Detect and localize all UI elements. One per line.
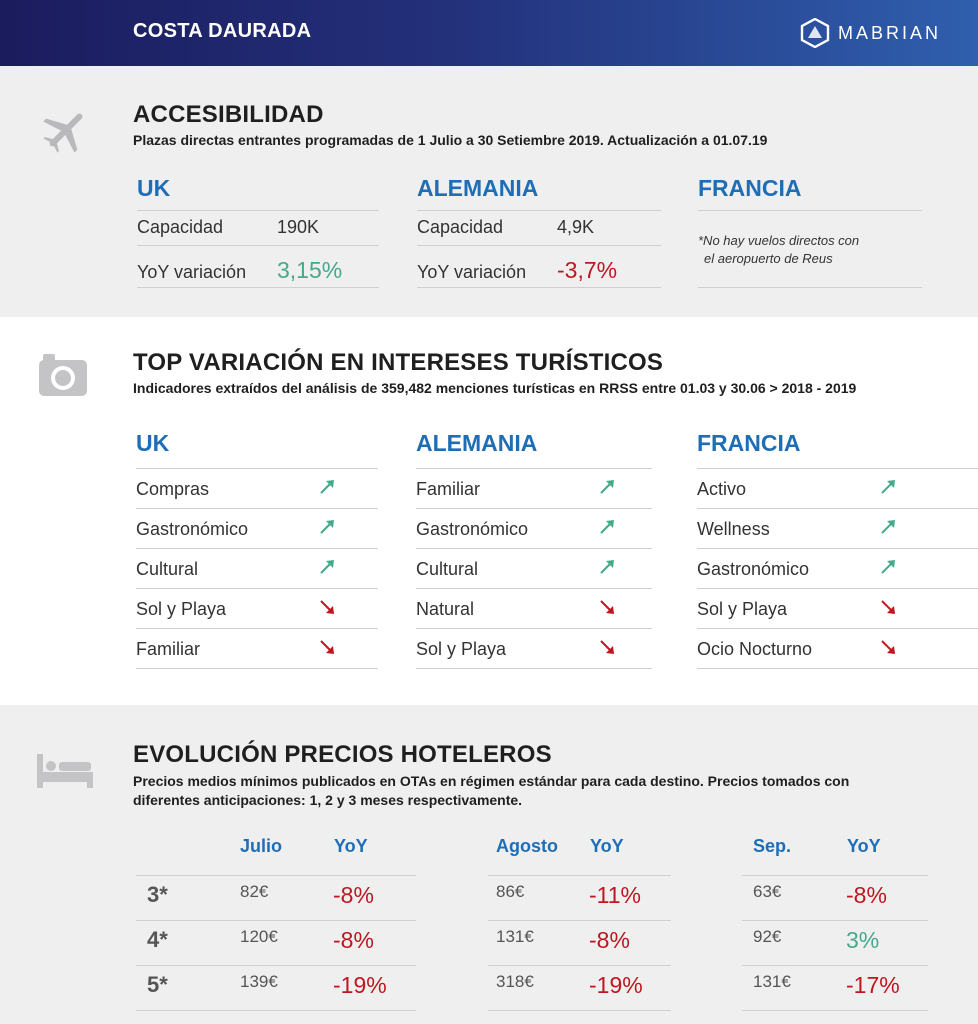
- int-0-item-label: Gastronómico: [136, 519, 249, 539]
- month-2-yoy-heading: YoY: [847, 836, 881, 856]
- acc-uk-capacity-value: 190K: [277, 217, 320, 237]
- divider: [488, 920, 671, 921]
- acc-uk-heading: UK: [137, 175, 171, 201]
- month-1-price: 86€: [496, 882, 525, 901]
- acc-francia-note-line1: *No hay vuelos directos con: [698, 233, 860, 248]
- intereses-subtitle: Indicadores extraídos del análisis de 359,482 menciones turísticas en RRSS entre 01.03 y 30.06 > 2018 - 2019: [133, 380, 857, 396]
- month-0-price: 82€: [240, 882, 269, 901]
- int-0-item-label: Sol y Playa: [136, 599, 227, 619]
- divider: [697, 508, 978, 509]
- airplane-icon: [40, 104, 92, 156]
- month-0-yoy: -19%: [333, 972, 387, 998]
- month-0-yoy: -8%: [333, 882, 374, 908]
- month-1-heading: Agosto: [496, 836, 558, 856]
- month-0-yoy: -8%: [333, 927, 374, 953]
- precios-title: EVOLUCIÓN PRECIOS HOTELEROS: [133, 741, 552, 768]
- trend-up-arrow-icon: [598, 478, 616, 496]
- month-1-yoy-heading: YoY: [590, 836, 624, 856]
- trend-up-arrow-icon: [598, 558, 616, 576]
- divider: [136, 468, 378, 469]
- int-2-item-label: Ocio Nocturno: [697, 639, 813, 659]
- divider: [136, 875, 416, 876]
- divider: [417, 210, 661, 211]
- divider: [416, 468, 652, 469]
- trend-up-arrow-icon: [318, 518, 336, 536]
- divider: [697, 628, 978, 629]
- divider: [416, 548, 652, 549]
- acc-alemania-heading: ALEMANIA: [417, 175, 539, 201]
- divider: [697, 588, 978, 589]
- accesibilidad-title: ACCESIBILIDAD: [133, 101, 324, 128]
- acc-uk-yoy-value: 3,15%: [277, 257, 343, 283]
- int-2-item-label: Gastronómico: [697, 559, 810, 579]
- divider: [137, 245, 379, 246]
- int-1-item-label: Gastronómico: [416, 519, 529, 539]
- month-2-yoy: 3%: [846, 927, 880, 953]
- divider: [136, 965, 416, 966]
- divider: [697, 468, 978, 469]
- divider: [698, 287, 922, 288]
- trend-up-arrow-icon: [318, 478, 336, 496]
- star-rating-label: 5*: [147, 972, 168, 997]
- int-2-item-label: Wellness: [697, 519, 770, 539]
- trend-up-arrow-icon: [879, 518, 897, 536]
- divider: [137, 287, 379, 288]
- int-2-item-label: Sol y Playa: [697, 599, 788, 619]
- brand-name: MABRIAN: [838, 22, 942, 43]
- star-rating-label: 3*: [147, 882, 168, 907]
- int-0-item-label: Familiar: [136, 639, 201, 659]
- month-2-yoy: -17%: [846, 972, 900, 998]
- trend-up-arrow-icon: [879, 558, 897, 576]
- brand-logo: [800, 17, 941, 49]
- intereses-title: TOP VARIACIÓN EN INTERESES TURÍSTICOS: [133, 349, 664, 376]
- divider: [488, 875, 671, 876]
- camera-icon: [37, 350, 89, 398]
- int-1-item-label: Familiar: [416, 479, 481, 499]
- divider: [136, 628, 378, 629]
- divider: [742, 965, 928, 966]
- int-0-item-label: Cultural: [136, 559, 199, 579]
- acc-uk-yoy-label: YoY variación: [137, 262, 247, 282]
- divider: [742, 920, 928, 921]
- month-2-heading: Sep.: [753, 836, 792, 856]
- trend-up-arrow-icon: [598, 518, 616, 536]
- divider: [136, 508, 378, 509]
- int-1-item-label: Cultural: [416, 559, 479, 579]
- month-1-yoy: -8%: [589, 927, 630, 953]
- month-2-price: 92€: [753, 927, 782, 946]
- trend-down-arrow-icon: [879, 638, 897, 656]
- trend-down-arrow-icon: [598, 638, 616, 656]
- month-2-price: 131€: [753, 972, 791, 991]
- trend-down-arrow-icon: [598, 598, 616, 616]
- month-2-yoy: -8%: [846, 882, 887, 908]
- bed-icon: [35, 752, 95, 790]
- month-0-price: 120€: [240, 927, 278, 946]
- month-0-price: 139€: [240, 972, 278, 991]
- month-1-price: 318€: [496, 972, 534, 991]
- month-1-price: 131€: [496, 927, 534, 946]
- divider: [136, 588, 378, 589]
- mabrian-logo-icon: [800, 18, 830, 48]
- month-1-yoy: -19%: [589, 972, 643, 998]
- divider: [417, 287, 661, 288]
- divider: [416, 508, 652, 509]
- month-1-yoy: -11%: [589, 882, 641, 908]
- trend-down-arrow-icon: [318, 598, 336, 616]
- divider: [137, 210, 379, 211]
- divider: [488, 1010, 671, 1011]
- divider: [742, 875, 928, 876]
- int-1-item-label: Natural: [416, 599, 475, 619]
- month-0-heading: Julio: [240, 836, 283, 856]
- acc-alemania-capacity-label: Capacidad: [417, 217, 504, 237]
- divider: [417, 245, 661, 246]
- int-1-item-label: Sol y Playa: [416, 639, 507, 659]
- divider: [136, 920, 416, 921]
- int-2-country-heading: FRANCIA: [697, 430, 801, 456]
- divider: [697, 548, 978, 549]
- divider: [416, 588, 652, 589]
- divider: [416, 668, 652, 669]
- int-0-item-label: Compras: [136, 479, 210, 499]
- acc-alemania-yoy-value: -3,7%: [557, 257, 618, 283]
- divider: [136, 548, 378, 549]
- page-title: COSTA DAURADA: [133, 20, 312, 42]
- divider: [742, 1010, 928, 1011]
- int-2-item-label: Activo: [697, 479, 747, 499]
- int-1-country-heading: ALEMANIA: [416, 430, 538, 456]
- divider: [488, 965, 671, 966]
- trend-down-arrow-icon: [318, 638, 336, 656]
- acc-francia-heading: FRANCIA: [698, 175, 802, 201]
- star-rating-label: 4*: [147, 927, 168, 952]
- month-0-yoy-heading: YoY: [334, 836, 368, 856]
- trend-up-arrow-icon: [879, 478, 897, 496]
- acc-alemania-capacity-value: 4,9K: [557, 217, 595, 237]
- divider: [697, 668, 978, 669]
- acc-alemania-yoy-label: YoY variación: [417, 262, 527, 282]
- int-0-country-heading: UK: [136, 430, 170, 456]
- acc-uk-capacity-label: Capacidad: [137, 217, 224, 237]
- divider: [136, 1010, 416, 1011]
- divider: [698, 210, 922, 211]
- month-2-price: 63€: [753, 882, 782, 901]
- precios-subtitle-line2: diferentes anticipaciones: 1, 2 y 3 meses respectivamente.: [133, 792, 523, 808]
- trend-down-arrow-icon: [879, 598, 897, 616]
- precios-subtitle-line1: Precios medios mínimos publicados en OTAs en régimen estándar para cada destino. Precios tomados con: [133, 773, 850, 789]
- trend-up-arrow-icon: [318, 558, 336, 576]
- divider: [136, 668, 378, 669]
- acc-francia-note-line2: el aeropuerto de Reus: [704, 251, 833, 266]
- accesibilidad-subtitle: Plazas directas entrantes programadas de 1 Julio a 30 Setiembre 2019. Actualización a 01.07.19: [133, 132, 768, 148]
- divider: [416, 628, 652, 629]
